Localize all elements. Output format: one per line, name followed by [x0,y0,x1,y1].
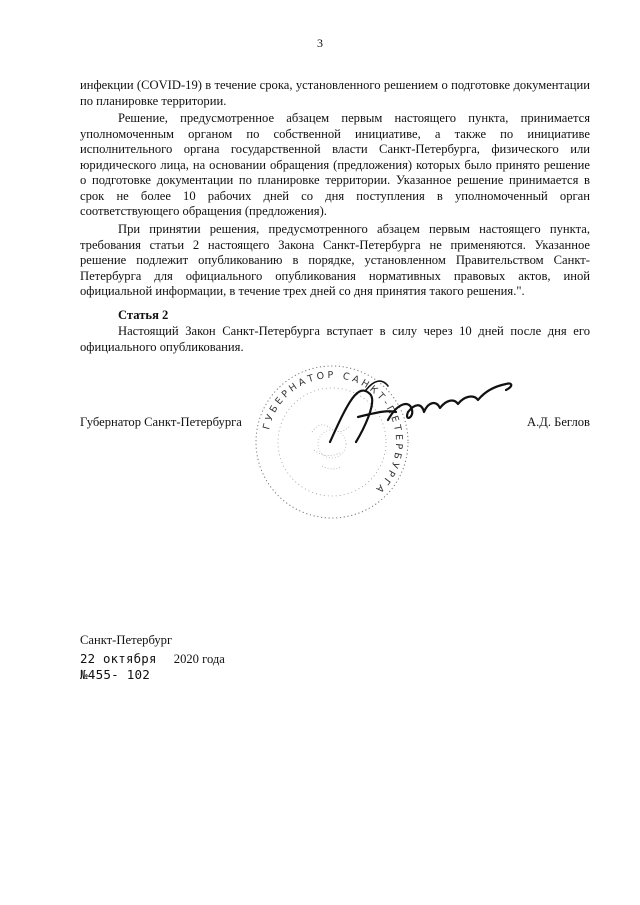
law-number: №455- 102 [80,667,151,682]
page-number: 3 [317,36,323,50]
date-stamp: 22 октября [80,651,157,666]
date-year: 2020 года [173,652,225,666]
handwritten-signature [318,372,518,452]
paragraph-2: Решение, предусмотренное абзацем первым настоящего пункта, принимается уполномоченным органом по собственной инициативе, а также по инициативе исполнительного органа государственной власти Санкт-Петербурга, физического или юридического лица, на основании обращения (предложения) которых было принято решение о подготовке документации по планировке территории. Указанное решение принимается в срок не более 10 рабочих дней со дня поступления в уполномоченный орган соответствующего обращения (предложения). [80,111,590,218]
paragraph-1: инфекции (COVID-19) в течение срока, установленного решением о подготовке документации по планировке территории. [80,78,590,108]
svg-text:ГУБЕРНАТОР САНКТ-ПЕТЕРБУРГА: ГУБЕРНАТОР САНКТ-ПЕТЕРБУРГА [261,369,405,497]
paragraph-3: При принятии решения, предусмотренного абзацем первым настоящего пункта, требования статьи 2 настоящего Закона Санкт-Петербурга не применяются. Указанное решение подлежит опубликованию в порядке, установленном Правительством Санкт-Петербурга для официального опубликования нормативных правовых актов, иной официальной информации, в течение трех дней со дня принятия такого решения.". [80,222,590,298]
footer-city: Санкт-Петербург [80,633,173,647]
footer-date [80,651,225,667]
signatory-name: А.Д. Беглов [526,415,590,429]
signatory-title: Губернатор Санкт-Петербурга [80,415,242,429]
article-heading: Статья 2 [118,308,169,322]
paragraph-4: Настоящий Закон Санкт-Петербурга вступает в силу через 10 дней после дня его официального опубликования. [80,324,590,354]
